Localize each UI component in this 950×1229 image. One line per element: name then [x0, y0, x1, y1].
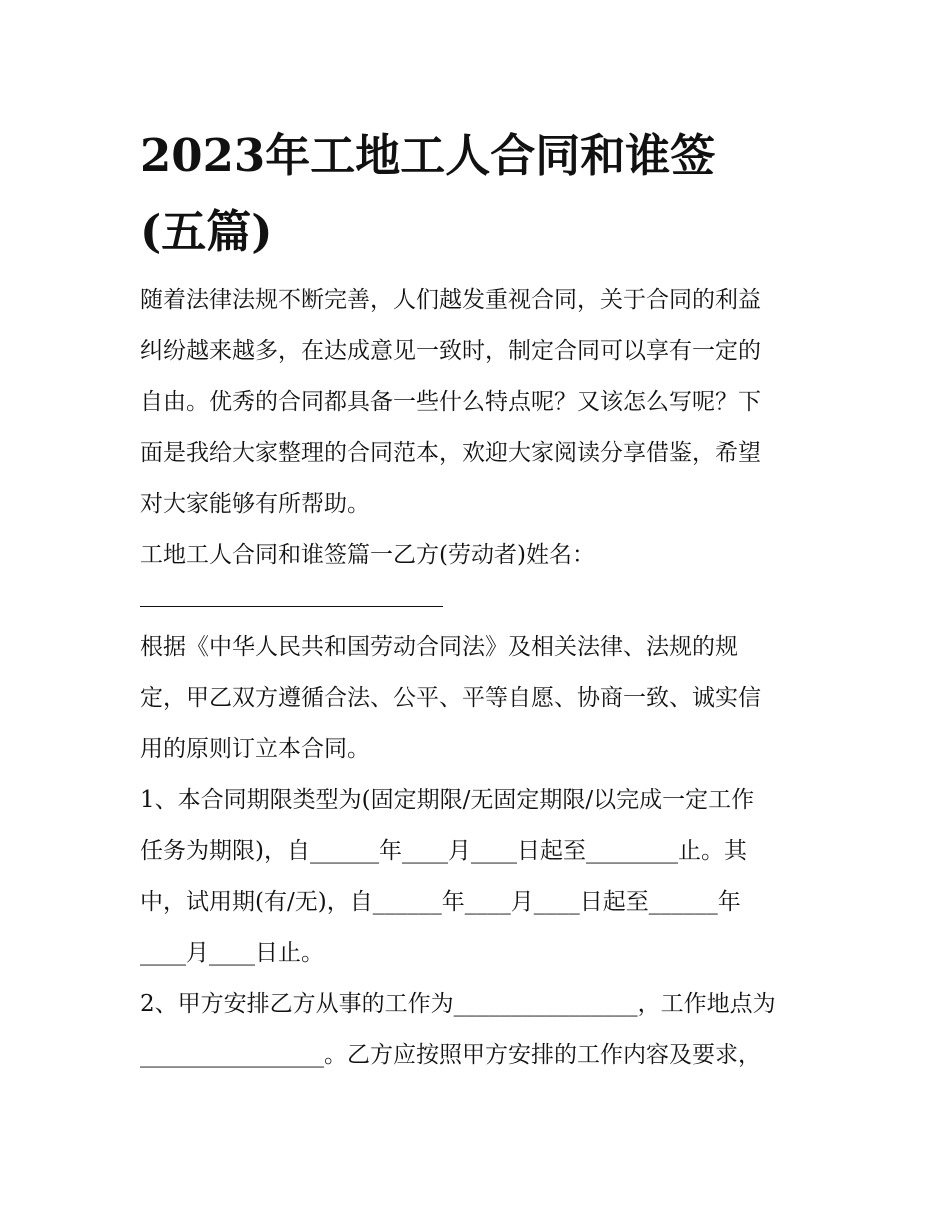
clause-1-line: ____月____日止。	[140, 940, 324, 966]
clause-1-line: 任务为期限)，自______年____月____日起至________止。其	[140, 838, 747, 864]
document-title	[140, 118, 820, 270]
clause-2-line: ________________。乙方应按照甲方安排的工作内容及要求，	[140, 1042, 761, 1068]
clause-2-line: 2、甲方安排乙方从事的工作为________________，工作地点为	[140, 991, 776, 1017]
clause-1-line: 1、本合同期限类型为(固定期限/无固定期限/以完成一定工作	[140, 787, 755, 813]
intro-line: 纠纷越来越多，在达成意见一致时，制定合同可以享有一定的	[140, 338, 761, 364]
section-heading: 工地工人合同和谁签篇一乙方(劳动者)姓名：	[140, 542, 595, 568]
intro-line: 自由。优秀的合同都具备一些什么特点呢？又该怎么写呢？下	[140, 389, 761, 415]
section-heading-block	[140, 530, 820, 581]
name-blank-line	[140, 606, 443, 607]
basis-paragraph	[140, 622, 820, 775]
basis-line: 定，甲乙双方遵循合法、公平、平等自愿、协商一致、诚实信	[140, 685, 761, 711]
intro-line: 随着法律法规不断完善，人们越发重视合同，关于合同的利益	[140, 287, 761, 313]
title-line-1: 2023年工地工人合同和谁签	[140, 129, 716, 182]
intro-line: 面是我给大家整理的合同范本，欢迎大家阅读分享借鉴，希望	[140, 440, 761, 466]
clause-2	[140, 979, 820, 1081]
basis-line: 根据《中华人民共和国劳动合同法》及相关法律、法规的规	[140, 634, 738, 660]
intro-paragraph	[140, 275, 820, 530]
clause-1	[140, 775, 820, 979]
title-line-2: (五篇)	[140, 205, 273, 258]
clause-1-line: 中，试用期(有/无)，自______年____月____日起至______年	[140, 889, 741, 915]
intro-line: 对大家能够有所帮助。	[140, 491, 370, 517]
basis-line: 用的原则订立本合同。	[140, 736, 370, 762]
